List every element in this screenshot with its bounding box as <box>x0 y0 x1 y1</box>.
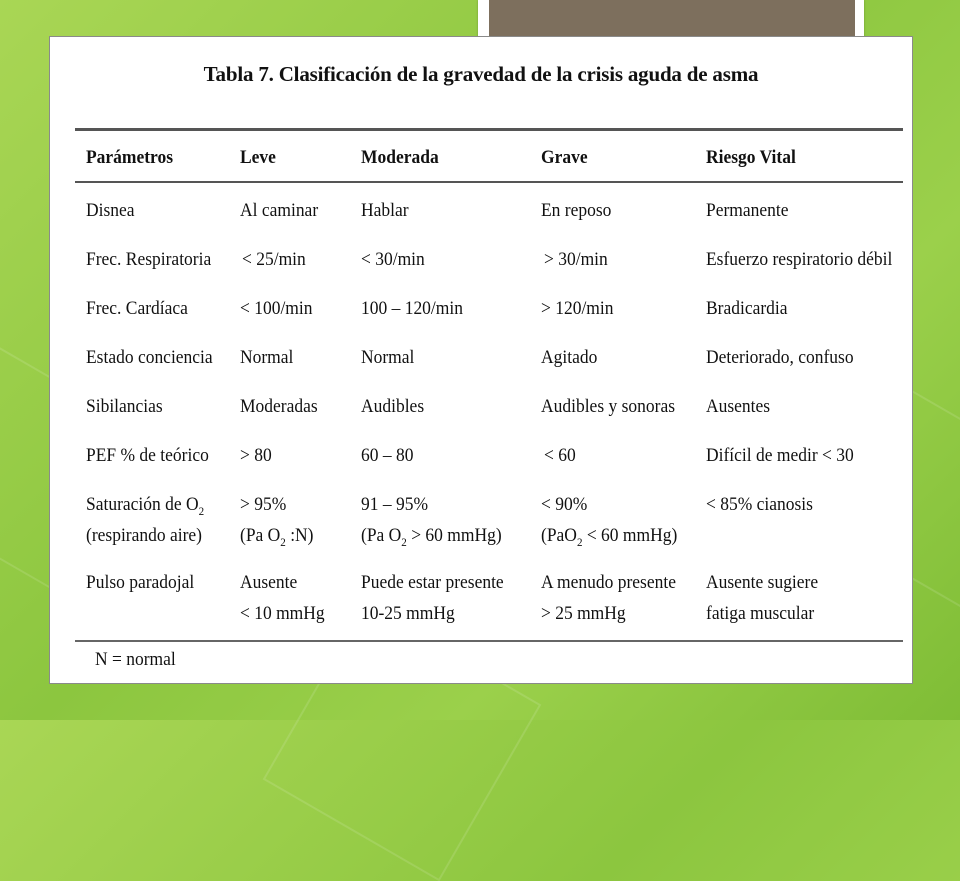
table-cell: > 25 mmHg <box>541 603 626 624</box>
table-cell: > 95% <box>240 494 287 515</box>
header-parametros: Parámetros <box>86 147 174 168</box>
cell-text: Saturación de O <box>86 494 199 515</box>
table-cell: 100 – 120/min <box>361 298 463 319</box>
table-cell: Al caminar <box>240 200 319 221</box>
table-cell <box>240 521 313 551</box>
cell-text: < 60 mmHg) <box>582 525 678 546</box>
subscript: 2 <box>198 503 205 518</box>
table-cell: 91 – 95% <box>361 494 429 515</box>
table-cell: Audibles y sonoras <box>541 396 676 417</box>
table-cell: Normal <box>361 347 415 368</box>
table-cell: < 10 mmHg <box>240 603 325 624</box>
header-grave: Grave <box>541 147 588 168</box>
table-cell: Disnea <box>86 200 135 221</box>
table-cell: Difícil de medir < 30 <box>706 445 854 466</box>
cell-text: (PaO <box>541 525 577 546</box>
cell-text: :N) <box>285 525 314 546</box>
table-cell: Moderadas <box>240 396 318 417</box>
table-cell: < 100/min <box>240 298 313 319</box>
table-title: Tabla 7. Clasificación de la gravedad de la crisis aguda de asma <box>203 62 759 86</box>
table-cell: Agitado <box>541 347 598 368</box>
table-cell: < 90% <box>541 494 588 515</box>
subscript: 2 <box>280 534 286 549</box>
table-cell: Normal <box>240 347 294 368</box>
table-cell: A menudo presente <box>541 572 676 593</box>
table-cell: Sibilancias <box>86 396 163 417</box>
table-cell: Ausente <box>240 572 298 593</box>
table-image <box>49 36 913 684</box>
header-riesgo-vital: Riesgo Vital <box>706 147 796 168</box>
table-cell: Permanente <box>706 200 789 221</box>
table-cell: Esfuerzo respiratorio débil <box>706 249 893 270</box>
table-cell: 60 – 80 <box>361 445 414 466</box>
table-cell: > 30/min <box>544 249 608 270</box>
table-cell: Ausente sugiere <box>706 572 819 593</box>
table-cell: PEF % de teórico <box>86 445 209 466</box>
table-cell: Frec. Respiratoria <box>86 249 212 270</box>
table-cell: Hablar <box>361 200 409 221</box>
table-cell: < 30/min <box>361 249 425 270</box>
table-cell: < 85% cianosis <box>706 494 813 515</box>
table-cell: > 80 <box>240 445 272 466</box>
table-cell <box>361 521 502 551</box>
table-cell: (respirando aire) <box>86 525 202 546</box>
subscript: 2 <box>401 534 407 549</box>
table-cell: Ausentes <box>706 396 771 417</box>
table-cell: > 120/min <box>541 298 614 319</box>
table-cell: Puede estar presente <box>361 572 504 593</box>
table-footnote: N = normal <box>95 649 176 670</box>
table-cell: Deteriorado, confuso <box>706 347 854 368</box>
table-cell: < 60 <box>544 445 576 466</box>
table-cell: fatiga muscular <box>706 603 815 624</box>
header-leve: Leve <box>240 147 276 168</box>
cell-text: (Pa O <box>361 525 402 546</box>
subscript: 2 <box>576 534 583 549</box>
table-cell: Audibles <box>361 396 425 417</box>
table-cell: < 25/min <box>242 249 306 270</box>
cell-text: (Pa O <box>240 525 281 546</box>
cell-text: > 60 mmHg) <box>406 525 502 546</box>
table-cell: Frec. Cardíaca <box>86 298 188 319</box>
table-cell: Pulso paradojal <box>86 572 195 593</box>
table-top-rule <box>75 128 903 131</box>
table-header-rule <box>75 181 903 183</box>
table-bottom-rule <box>75 640 903 642</box>
table-cell <box>86 490 204 520</box>
table-cell: Bradicardia <box>706 298 788 319</box>
table-cell: En reposo <box>541 200 612 221</box>
table-cell: Estado conciencia <box>86 347 213 368</box>
table-cell <box>541 521 677 551</box>
table-cell: 10-25 mmHg <box>361 603 455 624</box>
header-moderada: Moderada <box>361 147 439 168</box>
